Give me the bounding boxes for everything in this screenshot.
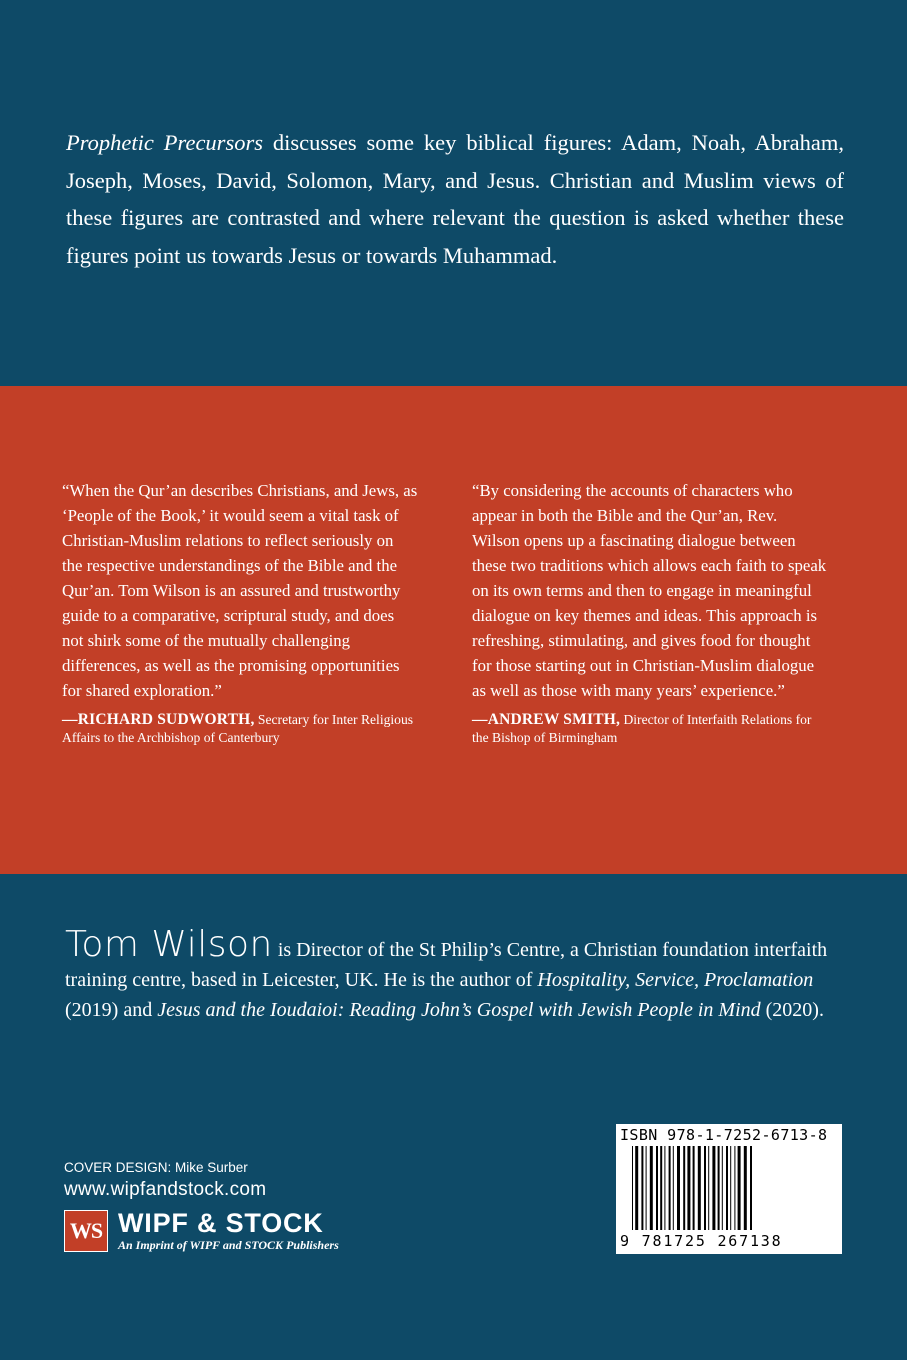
barcode-bar: [669, 1146, 671, 1230]
endorsement-quote: “By considering the accounts of characters who appear in both the Bible and the Qur’an, Rev. Wilson opens up a fascinating dialogue between these two traditions which allows each faith to speak on its own terms and then to engage in meaningful dialogue on key themes and ideas. This approach is refreshing, stimulating, and gives food for thought for those starting out in Christian-Muslim dialogue as well as those with many years’ experience.”: [472, 481, 827, 700]
barcode-bar: [744, 1146, 747, 1230]
publisher-website: www.wipfandstock.com: [64, 1179, 267, 1200]
cover-design-credit: COVER DESIGN: Mike Surber: [64, 1160, 248, 1175]
book-title: Prophetic Precursors: [66, 130, 263, 155]
endorser-role: Director of Interfaith Relations for the Bishop of Birmingham: [472, 712, 812, 745]
bio-text-2: (2019) and: [65, 999, 158, 1021]
description-text: discusses some key biblical figures: Adam, Noah, Abraham, Joseph, Moses, David, Solomon, Mary, and Jesus. Christian and Muslim views of these figures are contrasted and where relevant the question is asked whether these figures point us towards Jesus or towards Muhammad.: [66, 130, 844, 268]
barcode-bars-icon: [622, 1146, 836, 1232]
barcode-bar: [673, 1146, 674, 1230]
endorsement-quote: “When the Qur’an describes Christians, and Jews, as ‘People of the Book,’ it would seem a vital task of Christian-Muslim relations to reflect seriously on the respective understandings of the Bible and the Qur’an. Tom Wilson is an assured and trustworthy guide to a comparative, scriptural study, and does not shirk some of the mutually challenging differences, as well as the promising opportunities for shared exploration.”: [62, 481, 418, 700]
endorsements-section: [0, 386, 907, 874]
barcode-bar: [650, 1146, 653, 1230]
publisher-logo: [64, 1210, 384, 1256]
endorsement-1: [62, 478, 418, 747]
endorser-name: —RICHARD SUDWORTH,: [62, 711, 255, 728]
barcode-bar: [698, 1146, 701, 1230]
author-section: [0, 874, 907, 1360]
barcode-bar: [656, 1146, 658, 1230]
book-reference-2: Jesus and the Ioudaioi: Reading John’s Gospel with Jewish People in Mind: [157, 999, 761, 1021]
bio-text-3: (2020).: [760, 999, 824, 1021]
publisher-tagline: An Imprint of WIPF and STOCK Publishers: [118, 1238, 339, 1252]
barcode-bar: [726, 1146, 728, 1230]
credits-block: [64, 1160, 339, 1252]
bio-text-1: is Director of the St Philip’s Centre, a Christian foundation interfaith training centre, based in Leicester, UK. He is the author of: [65, 939, 828, 991]
ws-logo-icon: WS: [64, 1210, 108, 1252]
isbn-barcode: [616, 1124, 842, 1254]
barcode-bar: [708, 1146, 709, 1230]
book-reference-1: Hospitality, Service, Proclamation: [537, 969, 814, 991]
endorsement-2: [472, 478, 828, 747]
barcode-bar: [734, 1146, 735, 1230]
barcode-bar: [664, 1146, 665, 1230]
barcode-bar: [730, 1146, 731, 1230]
barcode-bar: [712, 1146, 715, 1230]
isbn-label: ISBN 978-1-7252-6713-8: [620, 1126, 828, 1144]
barcode-bar: [635, 1146, 638, 1230]
endorsement-attribution: [62, 711, 418, 747]
barcode-bar: [718, 1146, 720, 1230]
publisher-name: WIPF & STOCK: [118, 1208, 324, 1238]
barcode-bar: [632, 1146, 633, 1230]
blurb-section: [0, 0, 907, 386]
barcode-bar: [738, 1146, 741, 1230]
isbn-digits: 9 781725 267138: [620, 1232, 783, 1250]
barcode-bar: [704, 1146, 706, 1230]
endorsement-attribution: [472, 711, 828, 747]
barcode-bar: [722, 1146, 723, 1230]
barcode-bar: [677, 1146, 680, 1230]
barcode-bar: [641, 1146, 643, 1230]
endorser-role: Secretary for Inter Religious Affairs to the Archbishop of Canterbury: [62, 712, 414, 745]
barcode-bar: [660, 1146, 662, 1230]
barcode-bar: [693, 1146, 695, 1230]
barcode-bar: [750, 1146, 752, 1230]
book-description: [66, 124, 844, 274]
barcode-bar: [646, 1146, 647, 1230]
barcode-bar: [687, 1146, 690, 1230]
author-name: Tom Wilson: [65, 924, 273, 965]
barcode-bar: [683, 1146, 685, 1230]
author-bio: [65, 924, 845, 1025]
endorser-name: —ANDREW SMITH,: [472, 711, 621, 728]
